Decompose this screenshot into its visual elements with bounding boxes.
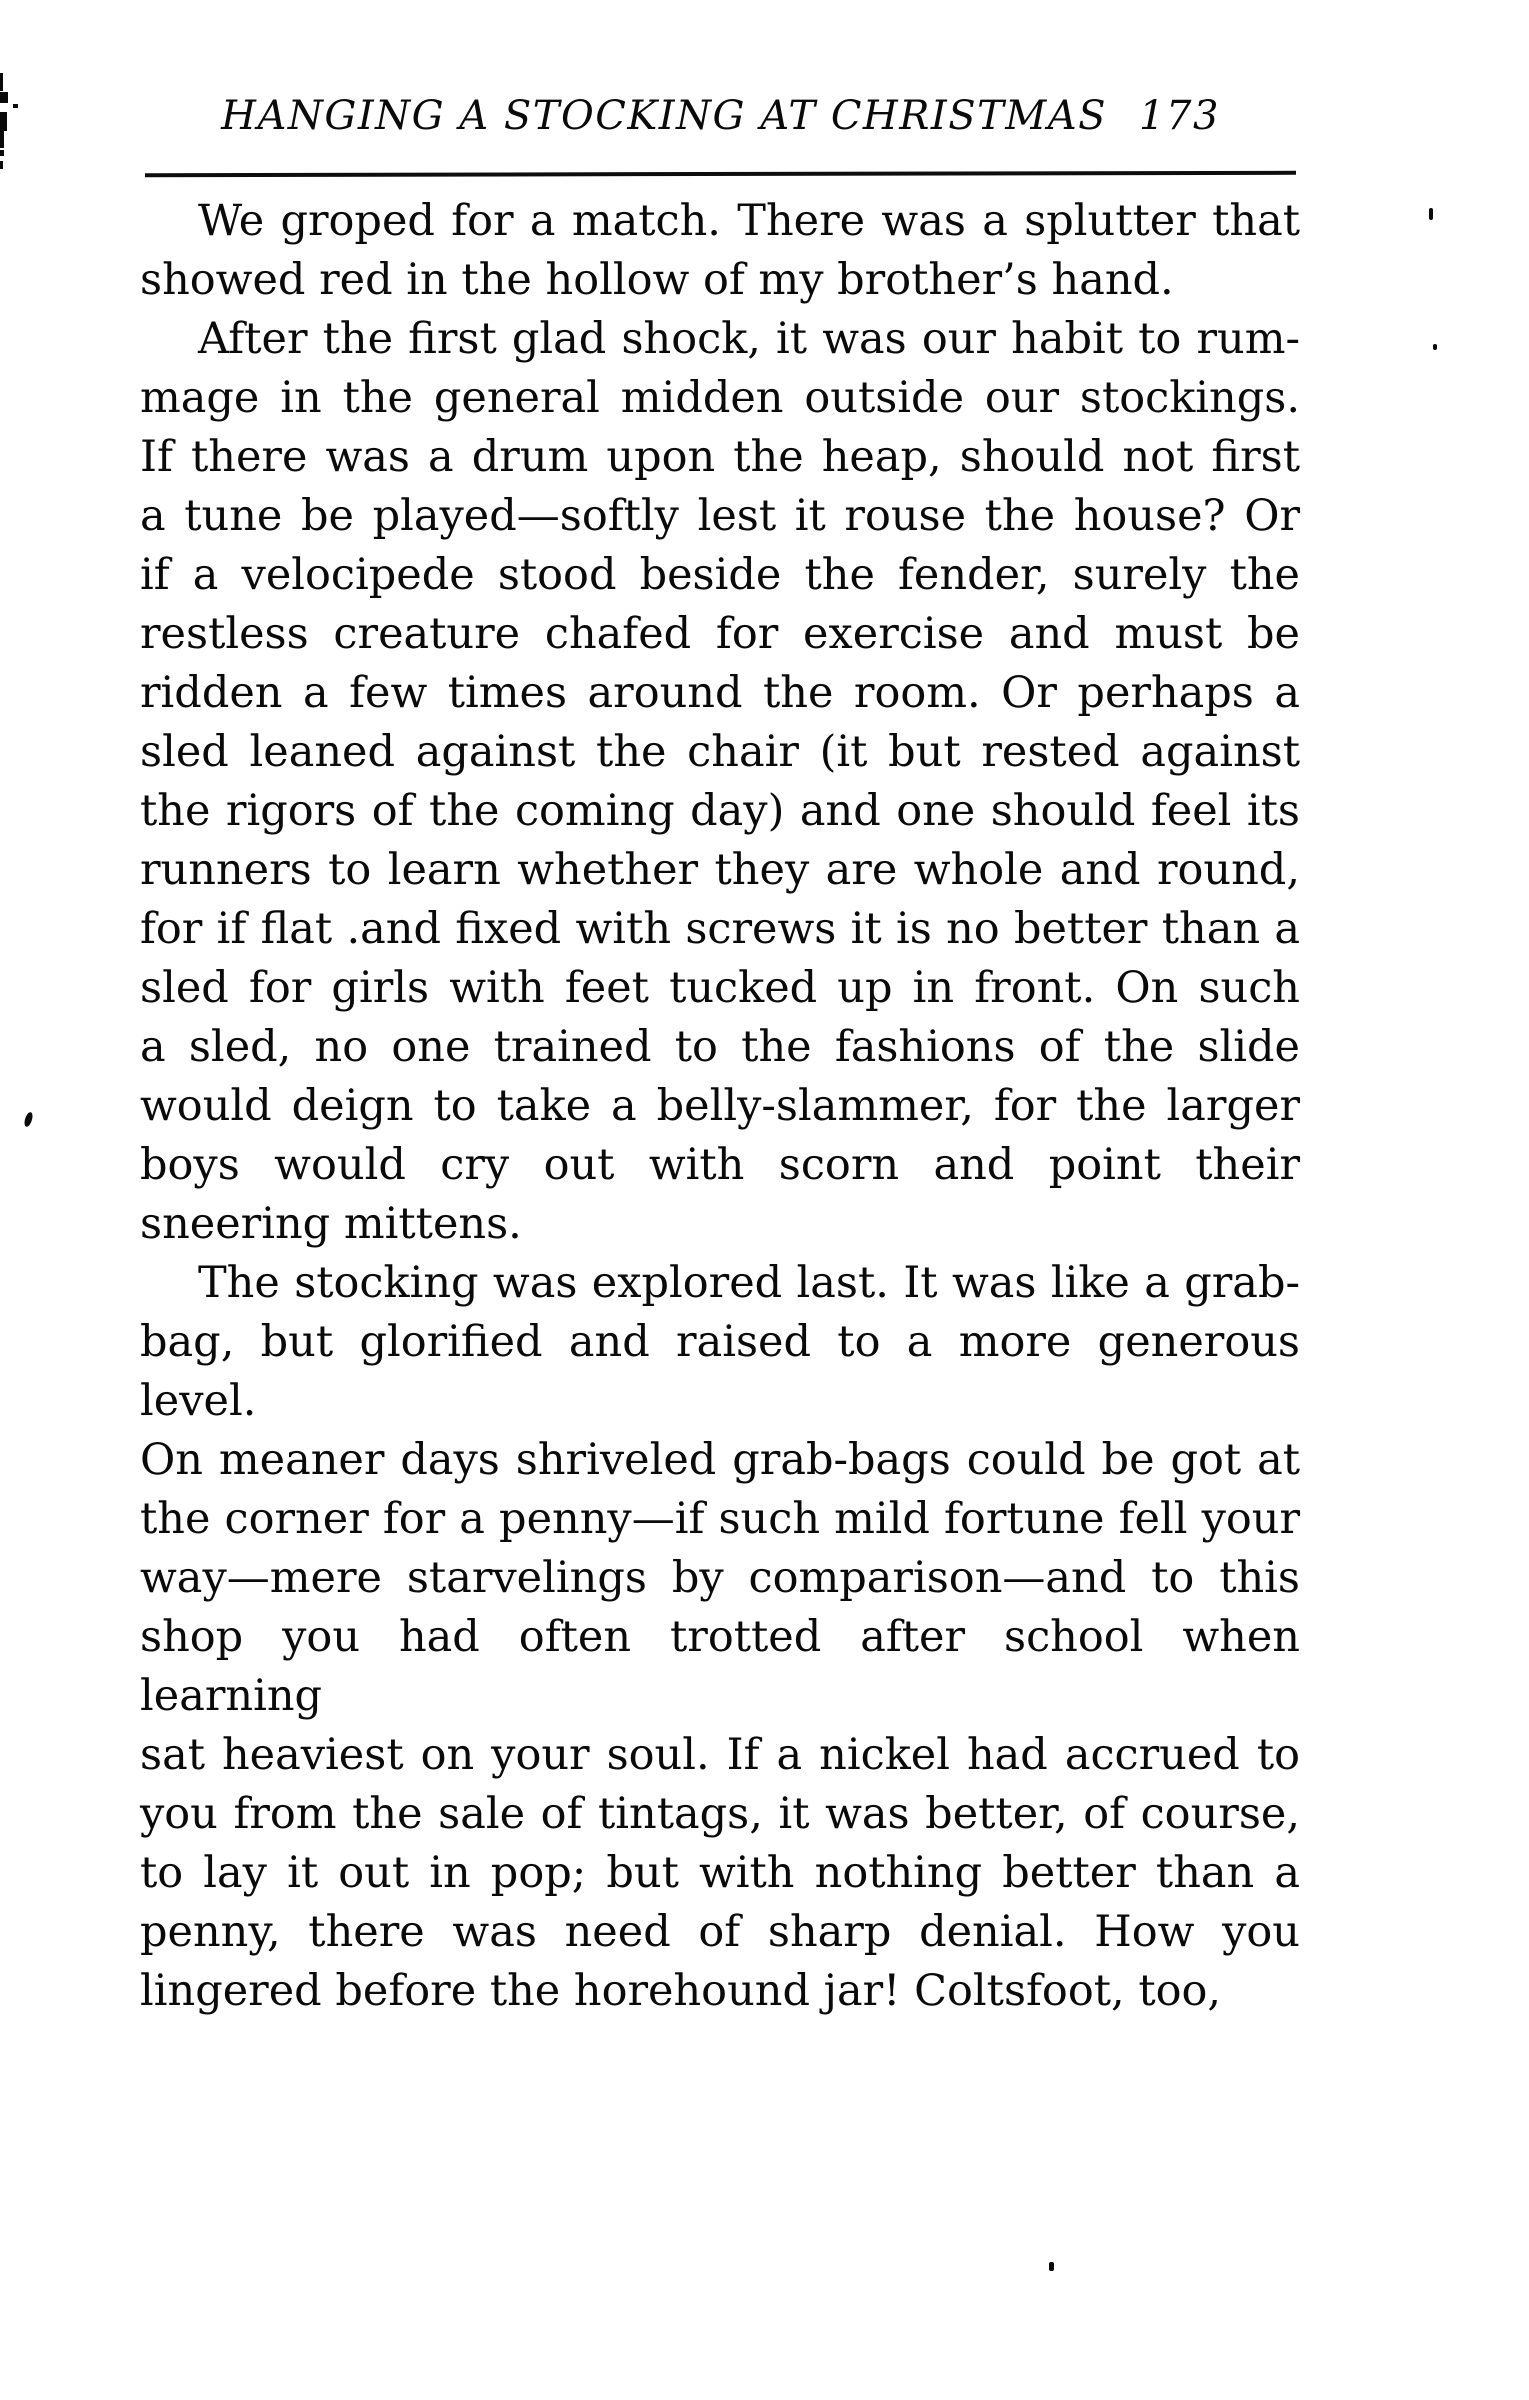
text-line: to lay it out in pop; but with nothing better than a bbox=[140, 1848, 1300, 1898]
scan-speck-artifact bbox=[1433, 344, 1437, 350]
scan-speck-artifact bbox=[1429, 208, 1433, 220]
text-line: sneering mittens. bbox=[140, 1199, 522, 1249]
text-line: restless creature chafed for exercise and must be bbox=[140, 609, 1300, 659]
text-line: sat heaviest on your soul. If a nickel had accrued to bbox=[140, 1730, 1300, 1780]
text-line: you from the sale of tintags, it was better, of course, bbox=[140, 1789, 1300, 1839]
text-line: We groped for a match. There was a splutter that bbox=[198, 196, 1300, 246]
text-line: way—mere starvelings by comparison—and to this bbox=[140, 1553, 1300, 1603]
text-line: a tune be played—softly lest it rouse the house? Or bbox=[140, 491, 1300, 541]
header-rule bbox=[145, 171, 1296, 177]
scan-edge-artifact bbox=[0, 112, 7, 131]
scan-speck-artifact bbox=[24, 1111, 34, 1127]
text-line: boys would cry out with scorn and point their bbox=[140, 1140, 1300, 1190]
scan-edge-artifact bbox=[13, 104, 18, 108]
scan-edge-artifact bbox=[0, 161, 3, 169]
text-line: a sled, no one trained to the fashions of the slide bbox=[140, 1022, 1300, 1072]
scan-edge-artifact bbox=[0, 73, 3, 91]
running-header bbox=[145, 93, 1296, 139]
text-line: ridden a few times around the room. Or perhaps a bbox=[140, 668, 1300, 718]
text-line: If there was a drum upon the heap, should not first bbox=[140, 432, 1300, 482]
text-line: runners to learn whether they are whole and round, bbox=[140, 845, 1300, 895]
scan-speck-artifact bbox=[1049, 2262, 1054, 2271]
text-line: showed red in the hollow of my brother’s hand. bbox=[140, 255, 1174, 305]
text-line: The stocking was explored last. It was like a grab- bbox=[198, 1258, 1300, 1308]
scan-edge-artifact bbox=[0, 150, 4, 156]
text-line: would deign to take a belly-slammer, for the larger bbox=[140, 1081, 1300, 1131]
text-line: On meaner days shriveled grab-bags could be got at bbox=[140, 1435, 1300, 1485]
text-line: sled leaned against the chair (it but rested against bbox=[140, 727, 1300, 777]
text-line: penny, there was need of sharp denial. How you bbox=[140, 1907, 1300, 1957]
text-line: lingered before the horehound jar! Coltsfoot, too, bbox=[140, 1966, 1222, 2016]
text-line: the rigors of the coming day) and one should feel its bbox=[140, 786, 1300, 836]
text-line: if a velocipede stood beside the fender, surely the bbox=[140, 550, 1300, 600]
text-line: sled for girls with feet tucked up in front. On such bbox=[140, 963, 1300, 1013]
text-line: for if flat .and fixed with screws it is no better than a bbox=[140, 904, 1300, 954]
text-line: shop you had often trotted after school when learning bbox=[140, 1612, 1300, 1721]
page-number: 173 bbox=[1139, 93, 1220, 139]
text-line: bag, but glorified and raised to a more generous level. bbox=[140, 1317, 1300, 1426]
body-text-block bbox=[140, 192, 1300, 2021]
running-header-title: HANGING A STOCKING AT CHRISTMAS bbox=[221, 93, 1108, 139]
text-line: mage in the general midden outside our stockings. bbox=[140, 373, 1300, 423]
text-line: the corner for a penny—if such mild fortune fell your bbox=[140, 1494, 1300, 1544]
scan-edge-artifact bbox=[0, 131, 4, 148]
text-line: After the first glad shock, it was our habit to rum- bbox=[198, 314, 1300, 364]
scan-edge-artifact bbox=[0, 92, 8, 103]
